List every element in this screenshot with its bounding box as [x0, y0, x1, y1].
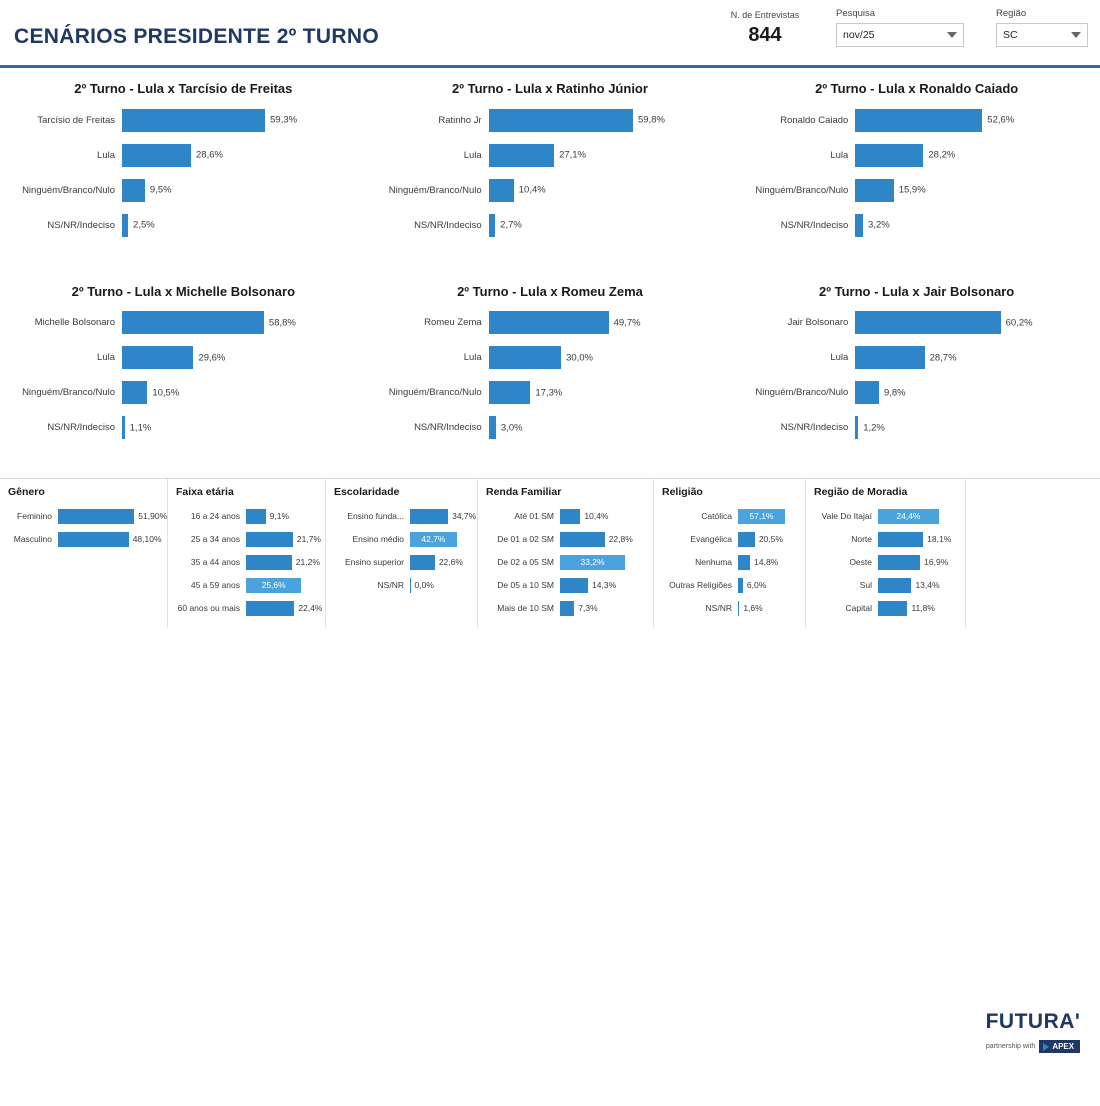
demo-bar-fill[interactable]: [878, 578, 911, 593]
scenario-title: 2º Turno - Lula x Jair Bolsonaro: [819, 283, 1015, 299]
demo-bar-fill[interactable]: [560, 509, 580, 524]
scenario-panel: [367, 274, 734, 477]
demo-bar-value-label: 33,2%: [580, 557, 605, 567]
bar-fill[interactable]: [855, 346, 924, 369]
bar-track: [122, 144, 357, 167]
bar-track: [122, 179, 357, 202]
demo-bar-row[interactable]: [478, 506, 653, 526]
bar-value-label: 59,3%: [270, 114, 298, 126]
bar-row[interactable]: [10, 344, 357, 372]
demo-bar-row[interactable]: [326, 529, 477, 549]
demo-bar-track: [738, 532, 805, 547]
apex-badge: [1039, 1040, 1080, 1053]
scenario-panel: [733, 274, 1100, 477]
demo-bar-track: [246, 601, 325, 616]
demo-bar-fill[interactable]: [560, 532, 605, 547]
bar-row[interactable]: [10, 309, 357, 337]
demo-title: Faixa etária: [176, 486, 234, 498]
demo-bar-fill[interactable]: [58, 532, 129, 547]
bar-track: [489, 346, 724, 369]
page-header: [0, 0, 1100, 68]
bar-fill[interactable]: [122, 381, 147, 404]
demo-bar-track: [560, 532, 653, 547]
bar-value-label: 28,6%: [196, 149, 223, 161]
demo-bar-value-label: 14,3%: [592, 580, 617, 590]
bar-fill[interactable]: [489, 109, 633, 132]
bar-value-label: 29,6%: [198, 352, 226, 363]
bar-value-label: 3,2%: [868, 219, 890, 231]
demo-bar-value-label: 16,9%: [924, 557, 949, 567]
demo-bar-value-label: 14,8%: [754, 557, 779, 567]
bar-category-label: Lula: [463, 352, 482, 363]
demo-genero: [0, 479, 168, 628]
demo-category-label: Capital: [845, 603, 872, 613]
demo-category-label: Mais de 10 SM: [497, 603, 554, 613]
demo-title: Renda Familiar: [486, 486, 562, 498]
scenario-title: 2º Turno - Lula x Michelle Bolsonaro: [71, 283, 296, 299]
slicer-regiao-label: Região: [996, 8, 1027, 19]
bar-value-label: 28,2%: [928, 149, 956, 161]
bar-track: [489, 144, 724, 167]
bar-row[interactable]: [377, 211, 724, 239]
bar-category-label: NS/NR/Indeciso: [780, 422, 849, 433]
slicer-pesquisa[interactable]: [836, 8, 964, 47]
bar-value-label: 2,5%: [133, 219, 155, 231]
bar-track: [855, 144, 1090, 167]
bar-fill[interactable]: [855, 179, 893, 202]
demo-bar-track: [738, 555, 805, 570]
scenario-title: 2º Turno - Lula x Tarcísio de Freitas: [74, 81, 293, 96]
bar-category-label: Ninguém/Branco/Nulo: [388, 184, 482, 196]
demo-bar-row[interactable]: [806, 552, 965, 572]
logo-partnership-text: partnership with: [985, 1043, 1036, 1050]
logo-name: FUTURA': [985, 1010, 1081, 1033]
bar-category-label: Lula: [97, 149, 115, 161]
bar-row[interactable]: [743, 379, 1090, 407]
bar-value-label: 10,5%: [152, 387, 180, 398]
bar-category-label: Lula: [97, 352, 115, 363]
interviews-value: 844: [748, 24, 782, 46]
demo-bar-track: [410, 555, 477, 570]
slicer-regiao-value: SC: [1003, 29, 1018, 41]
demo-bar-fill[interactable]: [738, 555, 750, 570]
demo-bar-track: [246, 509, 325, 524]
scenario-title: 2º Turno - Lula x Ratinho Júnior: [452, 81, 648, 96]
bar-category-label: Tarcísio de Freitas: [37, 114, 115, 126]
bar-track: [489, 311, 724, 334]
demo-category-label: Masculino: [13, 534, 52, 544]
demo-title: Religião: [662, 486, 703, 498]
slicer-pesquisa-label: Pesquisa: [836, 8, 876, 19]
demo-bar-row[interactable]: [806, 506, 965, 526]
demo-bar-track: [560, 555, 653, 570]
demo-bar-row[interactable]: [168, 552, 325, 572]
bar-track: [855, 179, 1090, 202]
scenario-panel: [0, 274, 367, 477]
demo-bar-value-label: 21,7%: [296, 534, 321, 544]
demo-bar-fill[interactable]: [246, 555, 292, 570]
bar-fill[interactable]: [489, 179, 514, 202]
demo-bar-track: [878, 601, 965, 616]
scenario-title: 2º Turno - Lula x Romeu Zema: [457, 283, 643, 299]
bar-category-label: Romeu Zema: [424, 317, 482, 328]
demo-category-label: 45 a 59 anos: [190, 580, 240, 590]
bar-track: [855, 381, 1090, 404]
demo-bar-value-label: 22,6%: [438, 557, 463, 567]
bar-value-label: 17,3%: [535, 387, 563, 398]
demo-bar-row[interactable]: [326, 552, 477, 572]
demo-bar-row[interactable]: [168, 575, 325, 595]
demo-bar-value-label: 9,1%: [269, 511, 290, 521]
demo-category-label: 35 a 44 anos: [190, 557, 240, 567]
bar-fill[interactable]: [489, 144, 554, 167]
slicer-regiao[interactable]: [996, 8, 1088, 47]
demo-bar-row[interactable]: [478, 552, 653, 572]
demo-bar-fill[interactable]: [878, 601, 907, 616]
demo-bar-value-label: 42,7%: [421, 534, 446, 544]
demo-category-label: 60 anos ou mais: [177, 603, 240, 613]
bar-value-label: 58,8%: [268, 317, 296, 328]
bar-row[interactable]: [743, 309, 1090, 337]
bar-row[interactable]: [377, 141, 724, 169]
demo-bar-value-label: 1,6%: [743, 603, 763, 613]
bar-category-label: Lula: [463, 149, 482, 161]
bar-row[interactable]: [743, 141, 1090, 169]
bar-fill[interactable]: [855, 381, 879, 404]
demo-bar-value-label: 48,10%: [132, 534, 162, 544]
bar-track: [489, 109, 724, 132]
bar-value-label: 15,9%: [898, 184, 926, 196]
bar-row[interactable]: [377, 106, 724, 134]
demo-bar-value-label: 57,1%: [749, 511, 774, 521]
bar-track: [122, 381, 357, 404]
bar-value-label: 59,8%: [637, 114, 665, 126]
bar-category-label: Ninguém/Branco/Nulo: [388, 387, 482, 398]
demo-religiao: [654, 479, 806, 628]
demo-bar-row[interactable]: [0, 506, 167, 526]
demo-category-label: Feminino: [17, 511, 52, 521]
demo-bar-track: [560, 578, 653, 593]
interviews-card: [700, 10, 830, 47]
triangle-icon: [1043, 1043, 1049, 1051]
slicer-regiao-dropdown[interactable]: [996, 23, 1088, 47]
bar-row[interactable]: [377, 344, 724, 372]
demo-bar-fill[interactable]: [878, 555, 920, 570]
scenario-panel: [0, 71, 367, 274]
demo-bar-track: [878, 555, 965, 570]
bar-value-label: 49,7%: [613, 317, 641, 328]
bar-value-label: 3,0%: [500, 422, 523, 433]
bar-category-label: Ninguém/Branco/Nulo: [22, 387, 115, 398]
bar-fill[interactable]: [855, 144, 923, 167]
demo-bar-track: [246, 555, 325, 570]
demo-category-label: Vale Do Itajaí: [821, 511, 872, 521]
demo-category-label: 25 a 34 anos: [190, 534, 240, 544]
demo-category-label: Até 01 SM: [514, 511, 554, 521]
bar-fill[interactable]: [122, 144, 191, 167]
bar-category-label: Ninguém/Branco/Nulo: [22, 184, 115, 196]
demo-regiao-moradia: [806, 479, 966, 628]
bar-row[interactable]: [743, 211, 1090, 239]
demo-bar-track: [738, 601, 805, 616]
demo-category-label: Ensino médio: [352, 534, 404, 544]
bar-track: [122, 214, 357, 237]
bar-category-label: NS/NR/Indeciso: [47, 422, 115, 433]
demo-bar-value-label: 18,1%: [927, 534, 952, 544]
demo-title: Gênero: [8, 486, 45, 498]
demo-category-label: Nenhuma: [695, 557, 732, 567]
demo-category-label: Outras Religiões: [669, 580, 732, 590]
bar-category-label: Ratinho Jr: [438, 114, 482, 126]
bar-row[interactable]: [10, 379, 357, 407]
demo-bar-fill[interactable]: [738, 532, 755, 547]
bar-value-label: 10,4%: [518, 184, 546, 196]
bar-category-label: Ninguém/Branco/Nulo: [755, 387, 849, 398]
demo-bar-value-label: 13,4%: [915, 580, 940, 590]
bar-value-label: 27,1%: [559, 149, 586, 161]
demo-bar-row[interactable]: [168, 598, 325, 618]
bar-value-label: 28,7%: [929, 352, 957, 363]
bar-row[interactable]: [377, 414, 724, 442]
demo-category-label: Evangélica: [690, 534, 732, 544]
bar-value-label: 9,8%: [883, 387, 906, 398]
bar-track: [855, 311, 1090, 334]
chevron-down-icon[interactable]: [1071, 32, 1081, 38]
bar-row[interactable]: [10, 176, 357, 204]
demo-bar-row[interactable]: [654, 506, 805, 526]
page-title: CENÁRIOS PRESIDENTE 2º TURNO: [14, 25, 379, 48]
demo-category-label: De 01 a 02 SM: [497, 534, 554, 544]
demo-category-label: Sul: [859, 580, 872, 590]
bar-row[interactable]: [377, 309, 724, 337]
demo-bar-row[interactable]: [806, 529, 965, 549]
demo-bar-fill[interactable]: [560, 578, 588, 593]
bar-row[interactable]: [10, 141, 357, 169]
apex-label: APEX: [1052, 1042, 1075, 1051]
bar-value-label: 52,6%: [987, 114, 1015, 126]
demo-bar-row[interactable]: [806, 575, 965, 595]
bar-track: [122, 311, 357, 334]
demo-bar-row[interactable]: [168, 529, 325, 549]
scenario-panel: [733, 71, 1100, 274]
logo: [966, 957, 1100, 1106]
demo-bar-track: [410, 532, 477, 547]
bar-category-label: Jair Bolsonaro: [787, 317, 849, 328]
slicer-pesquisa-dropdown[interactable]: [836, 23, 964, 47]
bar-row[interactable]: [10, 106, 357, 134]
scenario-title: 2º Turno - Lula x Ronaldo Caiado: [815, 81, 1019, 96]
demo-escolaridade: [326, 479, 478, 628]
demo-bar-track: [58, 532, 167, 547]
bar-fill[interactable]: [855, 214, 863, 237]
demo-bar-value-label: 10,4%: [584, 511, 609, 521]
demo-bar-track: [410, 509, 477, 524]
demo-category-label: Norte: [851, 534, 872, 544]
demo-category-label: De 05 a 10 SM: [497, 580, 554, 590]
demo-bar-track: [58, 509, 167, 524]
demo-bar-value-label: 0,0%: [414, 580, 434, 590]
demo-bar-fill[interactable]: [246, 509, 266, 524]
bar-fill[interactable]: [122, 346, 193, 369]
bar-fill[interactable]: [489, 311, 609, 334]
demo-bar-row[interactable]: [326, 575, 477, 595]
bar-track: [489, 416, 724, 439]
demo-category-label: Oeste: [849, 557, 872, 567]
demo-bar-fill[interactable]: [878, 532, 923, 547]
demo-bar-track: [246, 578, 325, 593]
bar-category-label: NS/NR/Indeciso: [47, 219, 115, 231]
demo-bar-row[interactable]: [478, 575, 653, 595]
demo-title: Região de Moradia: [814, 486, 908, 498]
demo-bar-track: [410, 578, 477, 593]
bar-category-label: NS/NR/Indeciso: [414, 219, 482, 231]
demo-bar-value-label: 21,2%: [295, 557, 320, 567]
bar-fill[interactable]: [122, 109, 265, 132]
bar-row[interactable]: [377, 379, 724, 407]
bar-category-label: Ninguém/Branco/Nulo: [755, 184, 849, 196]
bar-value-label: 1,1%: [129, 422, 152, 433]
demo-bar-value-label: 24,4%: [896, 511, 921, 521]
demo-category-label: Ensino funda...: [347, 511, 404, 521]
bar-track: [122, 109, 357, 132]
demo-title: Escolaridade: [334, 486, 400, 498]
demo-category-label: NS/NR: [705, 603, 732, 613]
bar-row[interactable]: [10, 211, 357, 239]
demo-bar-row[interactable]: [806, 598, 965, 618]
demo-bar-fill[interactable]: [246, 601, 294, 616]
demo-category-label: De 02 a 05 SM: [497, 557, 554, 567]
bar-fill[interactable]: [122, 311, 264, 334]
bar-track: [489, 179, 724, 202]
demo-bar-value-label: 11,8%: [911, 603, 935, 613]
demo-bar-row[interactable]: [478, 598, 653, 618]
demo-bar-track: [878, 532, 965, 547]
bar-row[interactable]: [743, 344, 1090, 372]
scenario-panel: [367, 71, 734, 274]
bar-row[interactable]: [743, 414, 1090, 442]
demo-bar-value-label: 22,8%: [608, 534, 633, 544]
chevron-down-icon[interactable]: [947, 32, 957, 38]
demo-bar-fill[interactable]: [410, 509, 448, 524]
bar-fill[interactable]: [122, 179, 145, 202]
bar-fill[interactable]: [855, 109, 982, 132]
bar-track: [855, 416, 1090, 439]
demo-bar-track: [560, 509, 653, 524]
demo-bar-value-label: 51,90%: [138, 511, 168, 521]
bar-category-label: Michelle Bolsonaro: [34, 317, 115, 328]
bar-row[interactable]: [743, 106, 1090, 134]
bar-category-label: Ronaldo Caiado: [780, 114, 849, 126]
bar-value-label: 60,2%: [1005, 317, 1033, 328]
bar-category-label: NS/NR/Indeciso: [414, 422, 482, 433]
bar-row[interactable]: [10, 414, 357, 442]
demo-bar-value-label: 20,5%: [758, 534, 783, 544]
demo-bar-track: [560, 601, 653, 616]
bar-value-label: 1,2%: [863, 422, 885, 433]
bar-track: [122, 346, 357, 369]
demo-bar-fill[interactable]: [560, 601, 574, 616]
demo-bar-value-label: 25,6%: [261, 580, 286, 590]
bar-track: [122, 416, 357, 439]
demo-bar-track: [878, 578, 965, 593]
bar-value-label: 9,5%: [149, 184, 172, 196]
demo-bar-track: [878, 509, 965, 524]
demo-category-label: 16 a 24 anos: [190, 511, 240, 521]
demo-bar-value-label: 6,0%: [746, 580, 767, 590]
bar-category-label: Lula: [830, 352, 849, 363]
demo-bar-row[interactable]: [326, 506, 477, 526]
demo-bar-row[interactable]: [654, 598, 805, 618]
interviews-label: N. de Entrevistas: [730, 10, 800, 20]
demo-bar-fill[interactable]: [58, 509, 134, 524]
demo-category-label: Católica: [701, 511, 732, 521]
logo-partnership: [986, 1040, 1080, 1053]
demo-bar-fill[interactable]: [410, 555, 435, 570]
bar-fill[interactable]: [855, 311, 1000, 334]
demographics-section: [0, 478, 1100, 1051]
bar-fill[interactable]: [489, 416, 496, 439]
bar-track: [489, 214, 724, 237]
bar-row[interactable]: [377, 176, 724, 204]
demo-bar-row[interactable]: [654, 552, 805, 572]
bar-track: [855, 346, 1090, 369]
demo-bar-value-label: 34,7%: [452, 511, 477, 521]
bar-track: [855, 109, 1090, 132]
demo-bar-track: [738, 578, 805, 593]
demo-bar-fill[interactable]: [246, 532, 293, 547]
bar-value-label: 30,0%: [566, 352, 593, 363]
demo-bar-row[interactable]: [478, 529, 653, 549]
demo-bar-value-label: 7,3%: [578, 603, 598, 613]
bar-track: [855, 214, 1090, 237]
slicer-pesquisa-value: nov/25: [843, 29, 875, 41]
bar-fill[interactable]: [489, 381, 531, 404]
demo-renda-familiar: [478, 479, 654, 628]
scenario-chart-grid: [0, 71, 1100, 476]
demo-bar-value-label: 22,4%: [298, 603, 323, 613]
demo-faixa-etaria: [168, 479, 326, 628]
demo-bar-row[interactable]: [168, 506, 325, 526]
demo-bar-track: [246, 532, 325, 547]
bar-category-label: NS/NR/Indeciso: [780, 219, 849, 231]
bar-value-label: 2,7%: [500, 219, 522, 231]
demo-bar-row[interactable]: [0, 529, 167, 549]
demo-bar-row[interactable]: [654, 575, 805, 595]
demo-bar-row[interactable]: [654, 529, 805, 549]
bar-fill[interactable]: [489, 346, 561, 369]
bar-row[interactable]: [743, 176, 1090, 204]
demo-category-label: NS/NR: [377, 580, 404, 590]
demo-category-label: Ensino superior: [344, 557, 404, 567]
demo-bar-track: [738, 509, 805, 524]
bar-category-label: Lula: [830, 149, 849, 161]
bar-track: [489, 381, 724, 404]
